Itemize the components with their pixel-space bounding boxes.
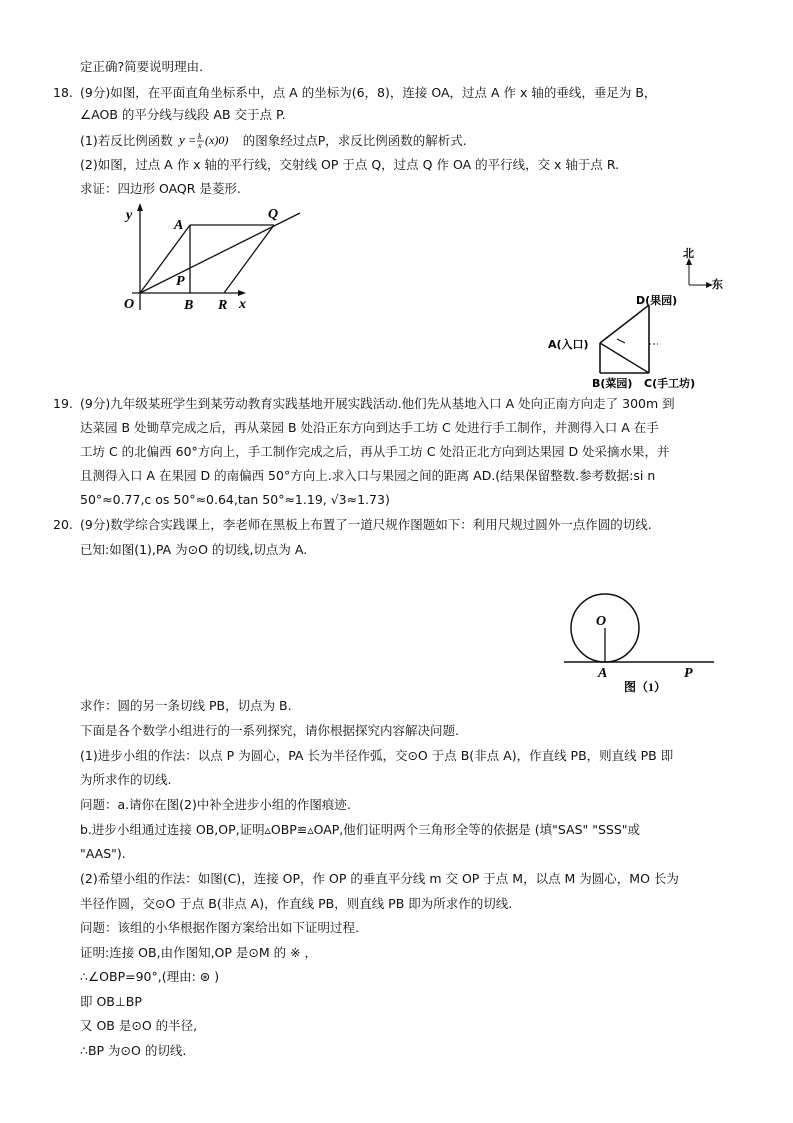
svg-text:=: = (187, 133, 196, 147)
q20-line-1: (9分)数学综合实践课上，李老师在黑板上布置了一道尺规作图题如下：利用尺规过圆外一点作圆的切线. (80, 517, 652, 532)
q20-line-15: 即 OB⊥BP (80, 994, 142, 1009)
north-label: 北 (683, 247, 694, 260)
q20-line-14: ∴∠OBP=90°,(理由: ⊛ ) (80, 969, 220, 984)
label-A: A (598, 666, 608, 681)
q18-figure (118, 200, 318, 320)
q19-line-2: 达菜园 B 处锄草完成之后，再从菜园 B 处沿正东方向到达手工坊 C 处进行手工制作，并测得入口 A 在手 (80, 420, 659, 435)
label-y: y (126, 208, 133, 223)
east-label: 东 (712, 278, 723, 291)
q19-number: 19. (53, 396, 73, 411)
q19-line-5: 50°≈0.77,c os 50°≈0.64,tan 50°≈1.19, √3≈1.73) (80, 492, 390, 507)
label-B: B (184, 298, 194, 313)
q20-line-2: 已知:如图(1),PA 为⊙O 的切线,切点为 A. (80, 542, 308, 557)
segment-AC (600, 343, 649, 373)
label-A: A (174, 218, 184, 233)
segment-QR (224, 225, 274, 293)
q20-line-7: 问题：a.请你在图(2)中补全进步小组的作图痕迹. (80, 797, 351, 812)
q18-part1-label: (1)若反比例函数 (80, 133, 173, 148)
svg-text:y: y (178, 132, 185, 147)
label-O: O (596, 614, 607, 629)
svg-text:k: k (197, 132, 202, 141)
q20-line-3: 求作：圆的另一条切线 PB，切点为 B. (80, 698, 292, 713)
svg-text:x: x (197, 141, 202, 149)
q20-number: 20. (53, 517, 73, 532)
label-C: C(手工坊) (644, 377, 696, 390)
label-B: B(菜园) (592, 377, 633, 390)
q18-line-2: ∠AOB 的平分线与线段 AB 交于点 P. (80, 107, 286, 122)
q20-line-9: "AAS"). (80, 846, 126, 861)
q18-formula (177, 131, 239, 150)
label-R: R (218, 298, 228, 313)
segment-AD (600, 305, 649, 343)
q18-line-5: 求证：四边形 OAQR 是菱形. (80, 181, 241, 196)
q19-line-1: (9分)九年级某班学生到某劳动教育实践基地开展实践活动.他们先从基地入口 A 处向正南方向走了 300m 到 (80, 396, 675, 411)
svg-text:(x)0): (x)0) (204, 133, 229, 147)
q20-line-10: (2)希望小组的作法：如图(C)，连接 OP，作 OP 的垂直平分线 m 交 OP 于点 M，以点 M 为圆心，MO 长为 (80, 871, 679, 886)
q20-line-12: 问题：该组的小华根据作图方案给出如下证明过程. (80, 920, 359, 935)
q19-line-4: 且测得入口 A 在果园 D 的南偏西 50°方向上.求入口与果园之间的距离 AD.(结果保留整数.参考数据:si n (80, 468, 656, 483)
q20-line-16: 又 OB 是⊙O 的半径, (80, 1018, 198, 1033)
label-D: D(果园) (636, 294, 678, 307)
label-O: O (124, 297, 135, 312)
q20-line-6: 为所求作的切线. (80, 772, 172, 787)
q20-line-11: 半径作圆，交⊙O 于点 B(非点 A)，作直线 PB，则直线 PB 即为所求作的切线. (80, 896, 513, 911)
q20-line-4: 下面是各个数学小组进行的一系列探究，请你根据探究内容解决问题. (80, 723, 459, 738)
q19-line-3: 工坊 C 的北偏西 60°方向上，手工制作完成之后，再从手工坊 C 处沿正北方向到达果园 D 处采摘水果，并 (80, 444, 670, 459)
x-axis-arrow-icon (238, 290, 246, 296)
figure-caption: 图（1） (624, 680, 667, 694)
q18-line-3 (80, 131, 467, 150)
q20-line-8: b.进步小组通过连接 OB,OP,证明▵OBP≌▵OAP,他们证明两个三角形全等的依据是 (填"SAS" "SSS"或 (80, 822, 641, 837)
y-axis-arrow-icon (137, 203, 143, 211)
q20-line-5: (1)进步小组的作法：以点 P 为圆心，PA 长为半径作弧，交⊙O 于点 B(非点 A)，作直线 PB，则直线 PB 即 (80, 748, 674, 763)
q20-line-13: 证明:连接 OB,由作图知,OP 是⊙M 的 ※ ， (80, 945, 318, 960)
label-A: A(入口) (548, 338, 589, 351)
q20-figure-1 (560, 588, 720, 696)
intro-line: 定正确?简要说明理由. (80, 59, 204, 74)
label-Q: Q (268, 207, 279, 222)
q18-line-1: (9分)如图，在平面直角坐标系中，点 A 的坐标为(6，8)，连接 OA，过点 A 作 x 轴的垂线，垂足为 B， (80, 85, 657, 100)
label-P: P (684, 666, 693, 681)
angle-mark (617, 339, 625, 343)
q18-part1-text: 的图象经过点P，求反比例函数的解析式. (242, 133, 467, 148)
label-P: P (176, 274, 185, 289)
formula-graphic (177, 131, 239, 149)
q18-line-4: (2)如图，过点 A 作 x 轴的平行线，交射线 OP 于点 Q，过点 Q 作 OA 的平行线，交 x 轴于点 R. (80, 157, 620, 172)
q20-line-17: ∴BP 为⊙O 的切线. (80, 1043, 187, 1058)
label-x: x (239, 297, 246, 312)
q18-number: 18. (53, 85, 73, 100)
q19-map-figure (540, 245, 740, 395)
